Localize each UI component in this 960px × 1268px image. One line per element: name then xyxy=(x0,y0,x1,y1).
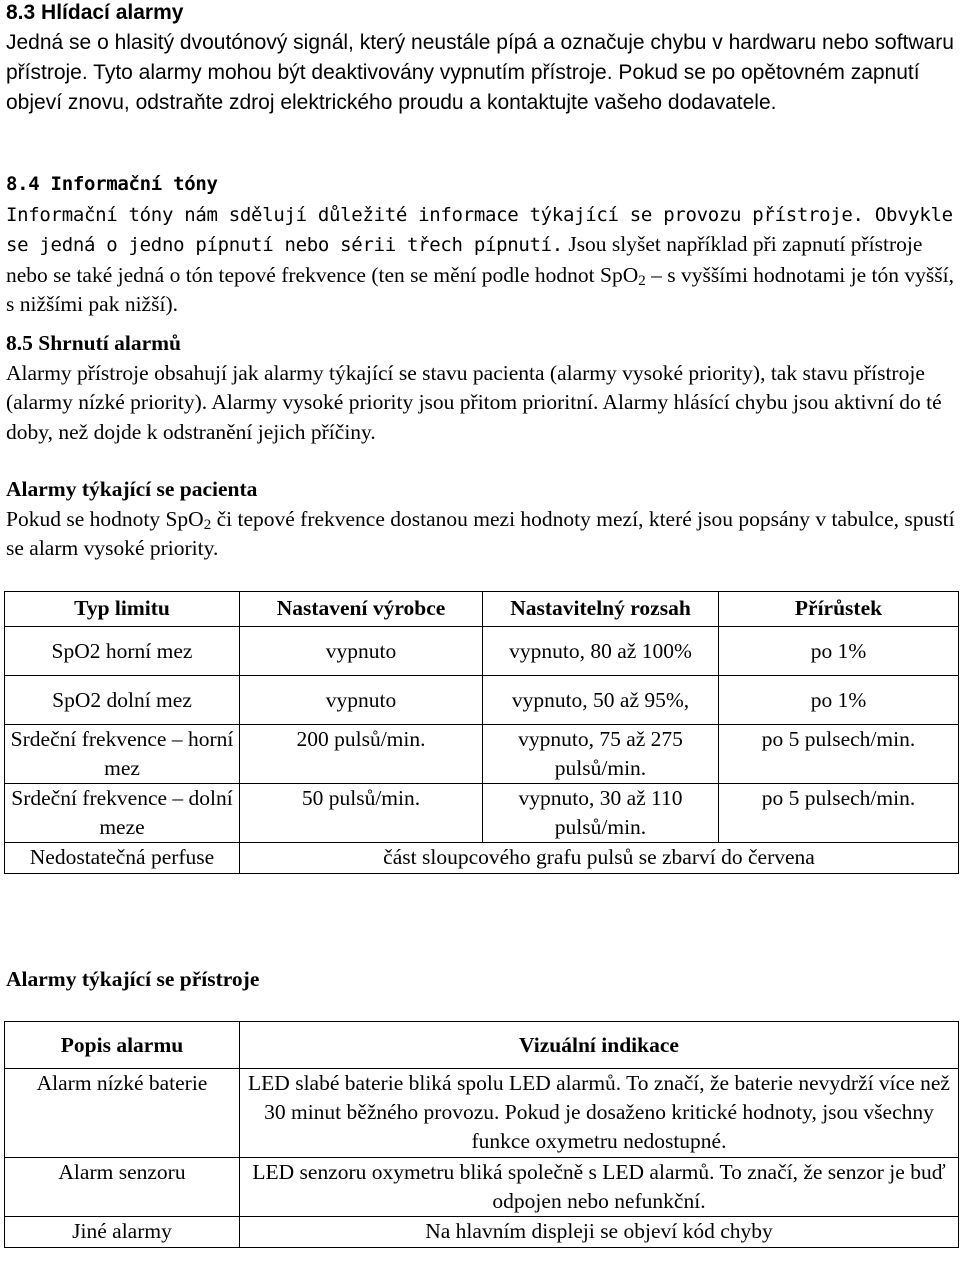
table-cell: 50 pulsů/min. xyxy=(240,784,483,843)
device-alarms-title: Alarmy týkající se přístroje xyxy=(6,967,260,991)
table-cell-merged: část sloupcového grafu pulsů se zbarví do červena xyxy=(240,843,959,874)
section-8-5-title: 8.5 Shrnutí alarmů xyxy=(6,331,182,355)
table-cell: vypnuto xyxy=(240,676,483,725)
table-row xyxy=(5,725,959,784)
table-cell: vypnuto, 30 až 110 pulsů/min. xyxy=(483,784,719,843)
patient-alarms-section xyxy=(6,475,960,564)
table-row xyxy=(5,1069,959,1158)
table-cell: po 1% xyxy=(719,627,959,676)
patient-alarms-text-a: Pokud se hodnoty SpO xyxy=(6,506,204,531)
table-cell: SpO2 dolní mez xyxy=(5,676,240,725)
table-cell: LED senzoru oxymetru bliká společně s LED alarmů. To značí, že senzor je buď odpojen nebo nefunkční. xyxy=(240,1158,959,1217)
table-cell: po 1% xyxy=(719,676,959,725)
section-8-3-text: Jedná se o hlasitý dvoutónový signál, který neustále pípá a označuje chybu v hardwaru nebo softwaru přístroje. Tyto alarmy mohou být deaktivovány vypnutím přístroje. Pokud se po opětovném zapnutí objeví znovu, odstraňte zdroj elektrického proudu a kontaktujte vašeho dodavatele. xyxy=(6,31,954,114)
patient-alarms-text-b: či tepové frekvence dostanou mezi hodnoty mezí, které jsou popsány v tabulce, spustí se alarm vysoké priority. xyxy=(6,506,955,560)
section-8-5 xyxy=(6,329,960,447)
section-8-4 xyxy=(6,170,960,320)
section-8-3-title: 8.3 Hlídací alarmy xyxy=(6,1,184,24)
table-cell: 200 pulsů/min. xyxy=(240,725,483,784)
section-8-4-title: 8.4 Informační tóny xyxy=(6,173,218,195)
table-row xyxy=(5,784,959,843)
spo2-subscript: 2 xyxy=(203,516,212,533)
table-header-row xyxy=(5,592,959,627)
column-header: Vizuální indikace xyxy=(240,1022,959,1069)
table-cell: Nedostatečná perfuse xyxy=(5,843,240,874)
section-8-4-text-part2b: – s vyššími hodnotami je tón vyšší, s nižšími pak nižší). xyxy=(6,262,954,316)
table-cell: Srdeční frekvence – horní mez xyxy=(5,725,240,784)
table-cell: LED slabé baterie bliká spolu LED alarmů. To značí, že baterie nevydrží více než 30 minut běžného provozu. Pokud je dosaženo kritické hodnoty, jsou všechny funkce oxymetru nedostupné. xyxy=(240,1069,959,1158)
spo2-subscript: 2 xyxy=(638,272,646,289)
table-cell: vypnuto, 80 až 100% xyxy=(483,627,719,676)
section-8-3 xyxy=(6,0,960,118)
limits-table xyxy=(4,591,959,874)
table-cell: vypnuto, 75 až 275 pulsů/min. xyxy=(483,725,719,784)
table-row xyxy=(5,1158,959,1217)
device-alarms-section xyxy=(6,965,960,995)
column-header: Nastavitelný rozsah xyxy=(483,592,719,627)
table-cell: vypnuto, 50 až 95%, xyxy=(483,676,719,725)
table-cell: po 5 pulsech/min. xyxy=(719,725,959,784)
table-cell: Jiné alarmy xyxy=(5,1217,240,1248)
table-cell: vypnuto xyxy=(240,627,483,676)
device-alarms-table xyxy=(4,1021,959,1248)
table-cell: Alarm senzoru xyxy=(5,1158,240,1217)
section-8-4-text xyxy=(6,200,960,320)
table-row-perfusion xyxy=(5,843,959,874)
column-header: Nastavení výrobce xyxy=(240,592,483,627)
table-cell: Alarm nízké baterie xyxy=(5,1069,240,1158)
table-row xyxy=(5,627,959,676)
table-cell: Na hlavním displeji se objeví kód chyby xyxy=(240,1217,959,1248)
column-header: Typ limitu xyxy=(5,592,240,627)
patient-alarms-text xyxy=(6,505,960,564)
column-header: Popis alarmu xyxy=(5,1022,240,1069)
table-row xyxy=(5,1217,959,1248)
table-cell: Srdeční frekvence – dolní meze xyxy=(5,784,240,843)
section-8-4-text-part1: Informační tóny nám sdělují důležité informace týkající se provozu přístroje. Obvykle se jedná o jedno pípnutí nebo sérii třech pípnutí. xyxy=(6,203,953,256)
table-header-row xyxy=(5,1022,959,1069)
section-8-4-text-part2a: Jsou slyšet například při zapnutí přístroje nebo se také jedná o tón tepové frekvence (ten se mění podle hodnot SpO xyxy=(6,232,923,287)
table-cell: po 5 pulsech/min. xyxy=(719,784,959,843)
patient-alarms-title: Alarmy týkající se pacienta xyxy=(6,477,258,501)
section-8-5-text: Alarmy přístroje obsahují jak alarmy týkající se stavu pacienta (alarmy vysoké priority), tak stavu přístroje (alarmy nízké priority). Alarmy vysoké priority jsou přitom prioritní. Alarmy hlásící chybu jsou aktivní do té doby, než dojde k odstranění jejich příčiny. xyxy=(6,360,942,444)
table-cell: SpO2 horní mez xyxy=(5,627,240,676)
table-row xyxy=(5,676,959,725)
column-header: Přírůstek xyxy=(719,592,959,627)
